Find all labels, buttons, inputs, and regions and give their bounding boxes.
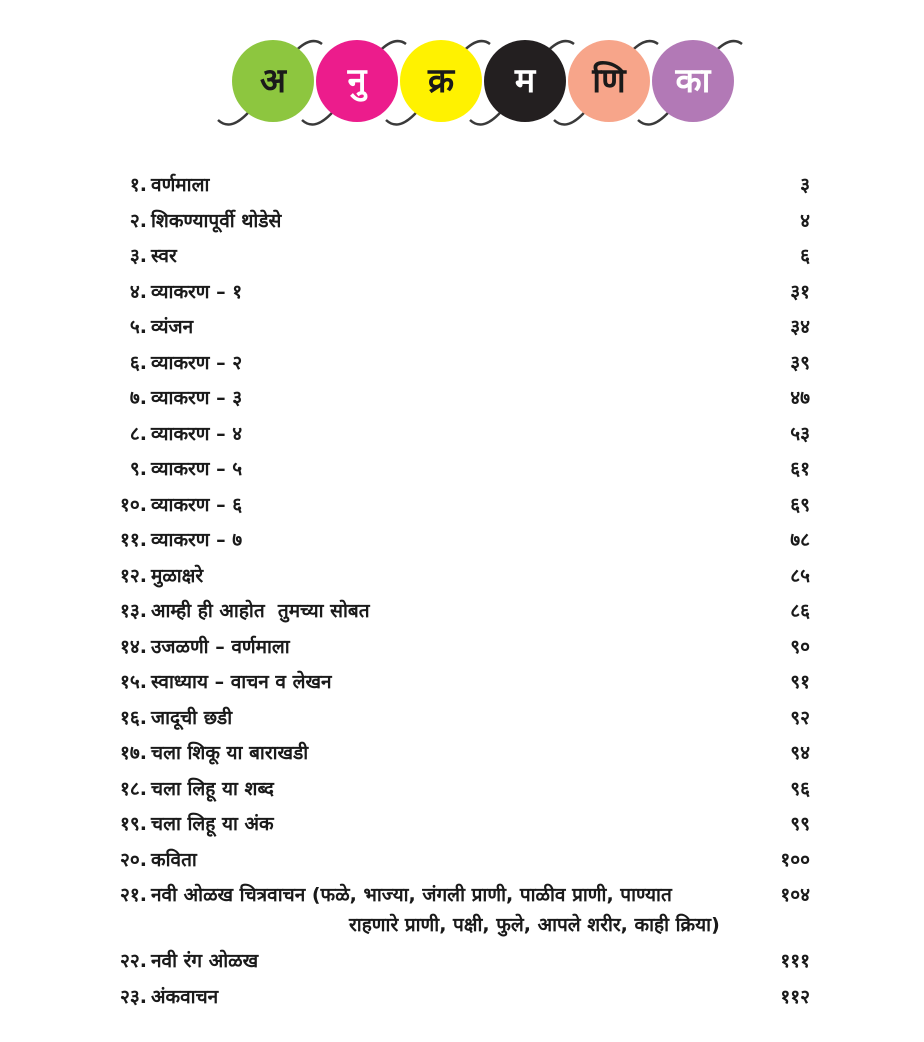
heading-letter-circle	[568, 40, 650, 122]
chapter-number: २१.	[120, 884, 147, 906]
chapter-title-line-1: नवी ओळख चित्रवाचन (फळे, भाज्या, जंगली प्राणी, पाळीव प्राणी, पाण्यात	[151, 884, 672, 906]
chapter-number: ७.	[129, 387, 147, 409]
toc-row	[0, 523, 924, 559]
page-number: ३१	[790, 280, 810, 303]
page-number: ६	[800, 245, 810, 267]
chapter-title: वर्णमाला	[151, 174, 210, 196]
chapter-number: २.	[129, 209, 147, 232]
page-number: ७८	[790, 529, 810, 551]
page-number: ८६	[790, 600, 810, 622]
toc-row	[0, 772, 924, 808]
chapter-number: २२.	[120, 950, 147, 972]
heading-letter: अ	[260, 61, 286, 101]
chapter-number: ११.	[120, 529, 147, 551]
heading-letter-circle	[232, 40, 314, 122]
toc-row	[0, 275, 924, 311]
chapter-title-line-2: राहणारे प्राणी, पक्षी, फुले, आपले शरीर, काही क्रिया)	[349, 914, 720, 936]
heading-letter: का	[675, 61, 711, 101]
heading-letter-circle	[652, 40, 734, 122]
chapter-title: व्याकरण – ३	[151, 387, 243, 409]
heading-letter: णि	[592, 61, 626, 101]
chapter-title: व्याकरण – ५	[151, 458, 243, 480]
page-number: ५३	[790, 422, 810, 445]
chapter-title: व्याकरण – ६	[151, 493, 243, 516]
page-number: ३९	[790, 351, 810, 374]
page-number: १००	[780, 848, 810, 871]
toc-row	[0, 630, 924, 666]
chapter-number: १५.	[120, 671, 147, 693]
page-number: ९१	[790, 671, 810, 693]
toc-row	[0, 944, 924, 980]
chapter-title: व्याकरण – १	[151, 280, 243, 303]
chapter-title: कविता	[151, 848, 197, 871]
chapter-title: स्वर	[151, 245, 177, 267]
page-number: ९४	[790, 742, 810, 764]
chapter-title: व्यंजन	[151, 316, 194, 338]
page-number: ३४	[790, 316, 810, 338]
toc-row	[0, 736, 924, 772]
chapter-number: १८.	[120, 777, 147, 800]
chapter-number: १९.	[120, 813, 147, 835]
heading-letter: नु	[347, 61, 367, 101]
chapter-number: ३.	[129, 245, 147, 267]
toc-row	[0, 239, 924, 275]
page-number: १०४	[780, 884, 810, 906]
page-number: ३	[800, 174, 810, 196]
toc-row	[0, 594, 924, 630]
page-number: १११	[780, 950, 810, 972]
chapter-number: ६.	[129, 351, 147, 374]
toc-row	[0, 665, 924, 701]
chapter-number: २३.	[120, 985, 147, 1008]
chapter-number: ८.	[129, 422, 147, 445]
toc-row	[0, 701, 924, 737]
page-number: ९०	[790, 635, 810, 658]
toc-heading	[0, 0, 924, 150]
page-number: ४	[800, 209, 810, 232]
chapter-number: १०.	[120, 493, 147, 516]
chapter-number: ५.	[129, 316, 147, 338]
chapter-number: १७.	[120, 742, 147, 764]
page-number: ८५	[790, 564, 810, 587]
toc-row	[0, 452, 924, 488]
page-number: ६१	[790, 458, 810, 480]
chapter-number: १६.	[120, 706, 147, 729]
toc-row	[0, 381, 924, 417]
toc-row	[0, 843, 924, 879]
chapter-title: स्वाध्याय – वाचन व लेखन	[151, 671, 332, 693]
chapter-title: मुळाक्षरे	[151, 564, 204, 587]
table-of-contents	[0, 168, 924, 1015]
chapter-title: जादूची छडी	[151, 706, 233, 729]
chapter-number: ९.	[129, 458, 147, 480]
chapter-number: १२.	[120, 564, 147, 587]
chapter-title: उजळणी – वर्णमाला	[151, 635, 290, 658]
heading-letter-circle	[316, 40, 398, 122]
toc-row	[0, 488, 924, 524]
chapter-number: ४.	[129, 280, 147, 303]
chapter-title: चला लिहू या शब्द	[151, 777, 274, 800]
chapter-title: व्याकरण – ४	[151, 422, 243, 445]
page-number: ११२	[780, 985, 810, 1008]
toc-row	[0, 204, 924, 240]
chapter-title: शिकण्यापूर्वी थोडेसे	[151, 209, 282, 232]
page-number: ९६	[790, 777, 810, 800]
chapter-title: व्याकरण – २	[151, 351, 243, 374]
chapter-title	[151, 878, 720, 936]
heading-letter-circle	[400, 40, 482, 122]
toc-row	[0, 310, 924, 346]
toc-row	[0, 878, 924, 944]
toc-row	[0, 168, 924, 204]
page-number: ९२	[790, 706, 810, 729]
chapter-number: २०.	[120, 848, 147, 871]
chapter-number: १३.	[120, 600, 147, 622]
toc-row	[0, 980, 924, 1016]
chapter-title: अंकवाचन	[151, 985, 219, 1008]
chapter-title: चला लिहू या अंक	[151, 813, 274, 835]
toc-row	[0, 417, 924, 453]
chapter-title: आम्ही ही आहोत तुमच्या सोबत	[151, 600, 370, 622]
chapter-title: नवी रंग ओळख	[151, 950, 259, 972]
heading-letter-circle	[484, 40, 566, 122]
page-number: ४७	[790, 387, 810, 409]
chapter-title: चला शिकू या बाराखडी	[151, 742, 309, 764]
page-number: ९९	[790, 813, 810, 835]
chapter-number: १४.	[120, 635, 147, 658]
toc-row	[0, 807, 924, 843]
page-number: ६९	[790, 493, 810, 516]
toc-row	[0, 346, 924, 382]
chapter-number: १.	[129, 174, 147, 196]
heading-letter: म	[514, 61, 536, 101]
heading-letter: क्र	[427, 61, 455, 101]
chapter-title: व्याकरण – ७	[151, 529, 243, 551]
toc-row	[0, 559, 924, 595]
